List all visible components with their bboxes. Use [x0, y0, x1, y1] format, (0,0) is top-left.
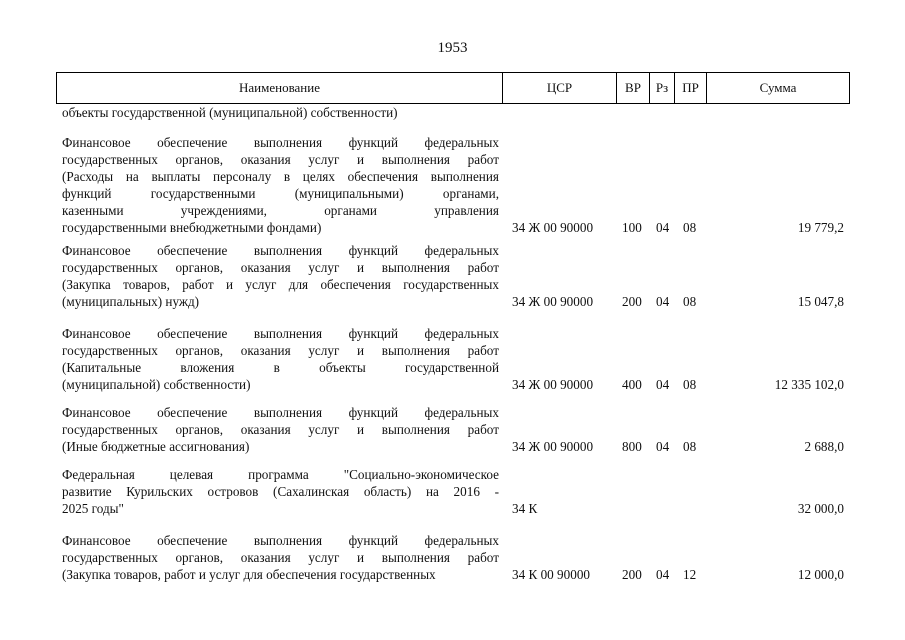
- row-name-line: государственных органов, оказания услуг и выполнения работ: [62, 343, 499, 358]
- row-pr: 08: [683, 439, 697, 454]
- row-name: [62, 404, 499, 455]
- row-sum: 32 000,0: [797, 501, 844, 516]
- row-name-line: казенными учреждениями, органами управления: [62, 203, 499, 218]
- row-pr: 08: [683, 220, 697, 235]
- row-name-line: государственных органов, оказания услуг и выполнения работ: [62, 152, 499, 167]
- row-vr: 200: [622, 567, 642, 582]
- row-sum: 12 000,0: [797, 567, 844, 582]
- row-name-line: Финансовое обеспечение выполнения функций федеральных: [62, 326, 499, 341]
- table-row: [62, 404, 852, 455]
- row-vr: 200: [622, 294, 642, 309]
- row-name-line: государственными внебюджетными фондами): [62, 220, 322, 235]
- header-name: Наименование: [57, 73, 503, 103]
- header-rz: Рз: [650, 73, 675, 103]
- row-csr: 34 К 00 90000: [512, 567, 591, 582]
- row-rz: 04: [656, 439, 670, 454]
- row-vr: 800: [622, 439, 642, 454]
- row-csr: 34 Ж 00 90000: [512, 294, 594, 309]
- table-row: [62, 325, 852, 393]
- row-rz: 04: [656, 377, 670, 392]
- row-csr: 34 Ж 00 90000: [512, 377, 594, 392]
- row-name-line: государственных органов, оказания услуг и выполнения работ: [62, 422, 499, 437]
- row-name-line: Финансовое обеспечение выполнения функций федеральных: [62, 243, 499, 258]
- table-row: [62, 242, 852, 310]
- row-name-line: 2025 годы": [62, 501, 124, 516]
- header-pr: ПР: [675, 73, 707, 103]
- row-name-line: (муниципальной) собственности): [62, 377, 251, 392]
- page-number: 1953: [437, 40, 468, 56]
- row-name-line: Финансовое обеспечение выполнения функций федеральных: [62, 533, 499, 548]
- header-sum: Сумма: [759, 80, 797, 95]
- header-csr: ЦСР: [503, 73, 617, 103]
- row-rz: 04: [656, 294, 670, 309]
- row-name: [62, 325, 499, 393]
- row-name: [62, 532, 499, 583]
- table-row: [62, 466, 852, 517]
- row-pr: 12: [683, 567, 697, 582]
- row-name-line: Финансовое обеспечение выполнения функций федеральных: [62, 405, 499, 420]
- table-row: [62, 134, 852, 236]
- row-name-line: (Иные бюджетные ассигнования): [62, 439, 250, 454]
- row-vr: 400: [622, 377, 642, 392]
- row-name-line: функций государственными (муниципальными) органами,: [62, 186, 499, 201]
- row-sum: 19 779,2: [797, 220, 844, 235]
- table-row: [62, 532, 852, 583]
- row-rz: 04: [656, 220, 670, 235]
- row-name-line: (Закупка товаров, работ и услуг для обеспечения государственных: [62, 277, 499, 292]
- row-name-line: Финансовое обеспечение выполнения функций федеральных: [62, 135, 499, 150]
- row-name: [62, 134, 499, 236]
- row-csr: 34 Ж 00 90000: [512, 439, 594, 454]
- row-pr: 08: [683, 377, 697, 392]
- row-sum: 15 047,8: [797, 294, 844, 309]
- row-name-line: развитие Курильских островов (Сахалинская область) на 2016 -: [62, 484, 499, 499]
- continuation-line: [62, 104, 852, 121]
- row-name-line: (Закупка товаров, работ и услуг для обеспечения государственных: [62, 567, 436, 582]
- row-name-line: Федеральная целевая программа "Социально-экономическое: [62, 467, 499, 482]
- header-vr: ВР: [617, 73, 650, 103]
- row-name: [62, 466, 499, 517]
- continuation-text: объекты государственной (муниципальной) собственности): [62, 105, 398, 120]
- row-sum: 12 335 102,0: [774, 377, 844, 392]
- row-vr: 100: [622, 220, 642, 235]
- row-name-line: государственных органов, оказания услуг и выполнения работ: [62, 550, 499, 565]
- row-name-line: государственных органов, оказания услуг и выполнения работ: [62, 260, 499, 275]
- table-header: [56, 72, 850, 104]
- row-name-line: (Расходы на выплаты персоналу в целях обеспечения выполнения: [62, 169, 499, 184]
- row-name-line: (Капитальные вложения в объекты государственной: [62, 360, 499, 375]
- row-csr: 34 К: [512, 501, 538, 516]
- row-sum: 2 688,0: [804, 439, 844, 454]
- row-name-line: (муниципальных) нужд): [62, 294, 200, 309]
- row-csr: 34 Ж 00 90000: [512, 220, 594, 235]
- row-name: [62, 242, 499, 310]
- row-rz: 04: [656, 567, 670, 582]
- row-pr: 08: [683, 294, 697, 309]
